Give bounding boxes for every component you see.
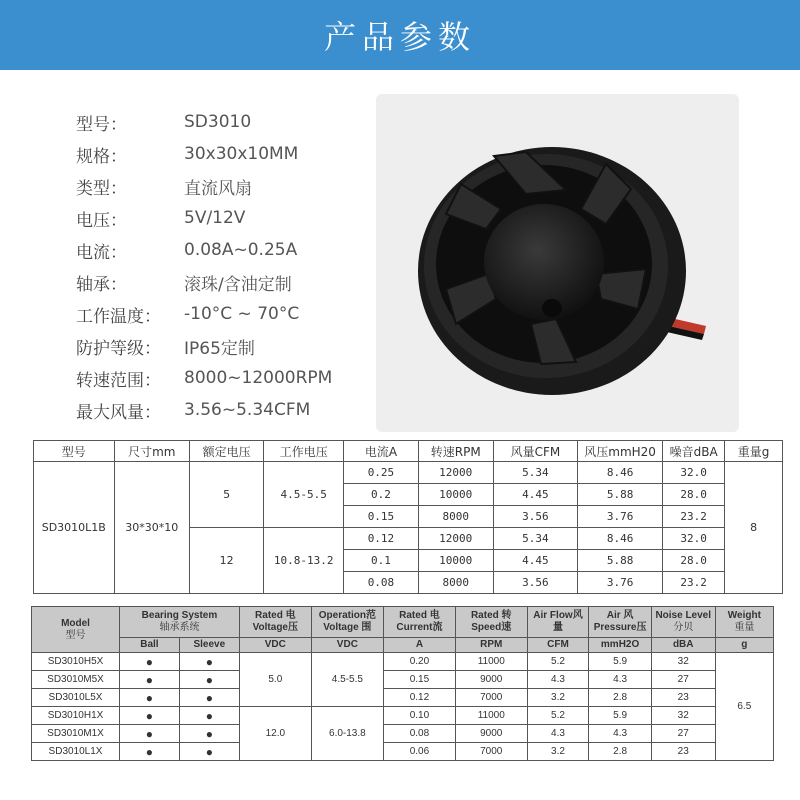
spec-label: 电流： — [76, 242, 127, 263]
table-cell: 9000 — [455, 725, 527, 743]
table-header-cell: 型号 — [34, 441, 115, 462]
spec-label: 类型： — [76, 178, 127, 199]
table-cell: 32 — [651, 707, 715, 725]
table-header-cell: 电流A — [344, 441, 419, 462]
spec-row — [76, 138, 376, 170]
unit-cfm: CFM — [527, 638, 589, 653]
table-cell: 5.9 — [589, 707, 651, 725]
table-cell: ● — [179, 653, 239, 671]
table-cell: 5.2 — [527, 707, 589, 725]
product-photo — [376, 94, 739, 432]
table-row — [32, 725, 774, 743]
col-ball: Ball — [120, 638, 180, 653]
table-cell: 7000 — [455, 689, 527, 707]
table-cell: 0.25 — [344, 462, 419, 484]
table-cell: 10000 — [418, 484, 493, 506]
spec-label: 电压： — [76, 210, 127, 231]
table-cell: 28.0 — [663, 550, 725, 572]
table-cell: 6.5 — [715, 653, 773, 761]
table-cell: 23 — [651, 743, 715, 761]
col-air-pressure: Air 风 Pressure压 — [589, 607, 651, 638]
table-header-cell: 额定电压 — [189, 441, 263, 462]
spec-label: 规格： — [76, 146, 127, 167]
table-cell: 12000 — [418, 528, 493, 550]
table-row — [32, 671, 774, 689]
table-cell: ● — [179, 725, 239, 743]
spec-value: -10°C ~ 70°C — [184, 304, 300, 324]
table-cell: 5.0 — [239, 653, 311, 707]
table-cell: 4.3 — [589, 671, 651, 689]
spec-row — [76, 266, 376, 298]
table-cell: ● — [179, 671, 239, 689]
table-cell: 28.0 — [663, 484, 725, 506]
table-cell: 8.46 — [578, 528, 663, 550]
spec-row — [76, 170, 376, 202]
col-noise: Noise Level 分贝 — [651, 607, 715, 638]
unit-rpm: RPM — [455, 638, 527, 653]
table-header-cell: 风压mmH20 — [578, 441, 663, 462]
table-cell: ● — [120, 743, 180, 761]
table-cell: 27 — [651, 671, 715, 689]
col-model: Model 型号 — [32, 607, 120, 653]
table-header-cell: 转速RPM — [418, 441, 493, 462]
table-cell: ● — [120, 671, 180, 689]
spec-row — [76, 234, 376, 266]
table-cell: ● — [179, 707, 239, 725]
table-header-cell: 风量CFM — [493, 441, 577, 462]
spec-label: 防护等级： — [76, 338, 161, 359]
unit-g: g — [715, 638, 773, 653]
table-cell: 10.8-13.2 — [264, 528, 344, 594]
col-rated-voltage: Rated 电 Voltage压 — [239, 607, 311, 638]
table-cell: 32 — [651, 653, 715, 671]
col-sleeve: Sleeve — [179, 638, 239, 653]
table-cell: 6.0-13.8 — [311, 707, 383, 761]
table-cell: 0.1 — [344, 550, 419, 572]
table-cell: 4.3 — [589, 725, 651, 743]
spec-row — [76, 202, 376, 234]
spec-label: 轴承： — [76, 274, 127, 295]
table-cell: 0.2 — [344, 484, 419, 506]
table-header-cell: 重量g — [725, 441, 783, 462]
table-row — [32, 689, 774, 707]
table-cell: 4.3 — [527, 671, 589, 689]
spec-value: 0.08A~0.25A — [184, 240, 298, 260]
table-header-cell: 工作电压 — [264, 441, 344, 462]
table-cell: 32.0 — [663, 528, 725, 550]
table-cell: 4.5-5.5 — [264, 462, 344, 528]
table-cell: 4.45 — [493, 484, 577, 506]
table-cell: 5.9 — [589, 653, 651, 671]
table-cell: 0.20 — [383, 653, 455, 671]
unit-a: A — [383, 638, 455, 653]
table-cell: 0.15 — [383, 671, 455, 689]
spec-value: 3.56~5.34CFM — [184, 400, 311, 420]
page-title: 产品参数 — [323, 18, 476, 56]
spec-label: 最大风量： — [76, 402, 161, 423]
table-cell: 12000 — [418, 462, 493, 484]
table-cell: 4.5-5.5 — [311, 653, 383, 707]
table-cell: 7000 — [455, 743, 527, 761]
table-cell: 3.2 — [527, 743, 589, 761]
table-cell: ● — [120, 707, 180, 725]
col-operation-voltage: Operation范 Voltage 围 — [311, 607, 383, 638]
page-banner — [0, 0, 800, 70]
table-cell: 23 — [651, 689, 715, 707]
table-cell: 23.2 — [663, 572, 725, 594]
table-cell: 5 — [189, 462, 263, 528]
table-cell: 10000 — [418, 550, 493, 572]
spec-list — [76, 106, 376, 426]
table-cell: SD3010L5X — [32, 689, 120, 707]
spec-row — [76, 298, 376, 330]
table-cell: SD3010H1X — [32, 707, 120, 725]
table-cell: 2.8 — [589, 689, 651, 707]
table-cell: 0.12 — [344, 528, 419, 550]
table-cell: ● — [179, 689, 239, 707]
table-cell: 5.2 — [527, 653, 589, 671]
spec-label: 工作温度： — [76, 306, 161, 327]
table-cell: 12 — [189, 528, 263, 594]
table-cell: 23.2 — [663, 506, 725, 528]
unit-vdc: VDC — [311, 638, 383, 653]
spec-value: 5V/12V — [184, 208, 246, 228]
table-cell: 27 — [651, 725, 715, 743]
table-cell: 8000 — [418, 506, 493, 528]
table-cell: SD3010M1X — [32, 725, 120, 743]
table-cell: 8000 — [418, 572, 493, 594]
unit-mmh2o: mmH2O — [589, 638, 651, 653]
spec-value: 8000~12000RPM — [184, 368, 333, 388]
spec-value: 30x30x10MM — [184, 144, 299, 164]
table-row — [34, 462, 783, 484]
col-rated-speed: Rated 转 Speed速 — [455, 607, 527, 638]
table-row — [32, 707, 774, 725]
fan-image-icon — [376, 94, 739, 432]
table-cell: 8 — [725, 462, 783, 594]
spec-label: 型号： — [76, 114, 127, 135]
table-cell: 32.0 — [663, 462, 725, 484]
spec-row — [76, 330, 376, 362]
table-cell: 9000 — [455, 671, 527, 689]
spec-label: 转速范围： — [76, 370, 161, 391]
spec-value: SD3010 — [184, 112, 252, 132]
spec-value: 直流风扇 — [184, 178, 252, 199]
table-cell: 0.10 — [383, 707, 455, 725]
table-cell: ● — [120, 653, 180, 671]
table-cell: 0.08 — [344, 572, 419, 594]
table-cell: 3.76 — [578, 572, 663, 594]
table-cell: SD3010M5X — [32, 671, 120, 689]
spec-value: IP65定制 — [184, 338, 255, 359]
table-cell: 0.08 — [383, 725, 455, 743]
table-cell: ● — [120, 725, 180, 743]
unit-dba: dBA — [651, 638, 715, 653]
table-cell: 3.56 — [493, 572, 577, 594]
spec-row — [76, 362, 376, 394]
table-cell: SD3010L1X — [32, 743, 120, 761]
table-cell: 3.2 — [527, 689, 589, 707]
table-cell: 5.88 — [578, 550, 663, 572]
spec-table-en — [31, 606, 774, 761]
table-row — [32, 653, 774, 671]
table-cell: 8.46 — [578, 462, 663, 484]
table-cell: 0.06 — [383, 743, 455, 761]
spec-row — [76, 106, 376, 138]
col-air-flow: Air Flow风 量 — [527, 607, 589, 638]
table-header-cell: 噪音dBA — [663, 441, 725, 462]
table-cell: 2.8 — [589, 743, 651, 761]
table-cell: 5.34 — [493, 528, 577, 550]
col-weight: Weight 重量 — [715, 607, 773, 638]
table-cell: 4.45 — [493, 550, 577, 572]
table-cell: 30*30*10 — [114, 462, 189, 594]
spec-table-cn — [33, 440, 783, 594]
table-cell: SD3010L1B — [34, 462, 115, 594]
spec-value: 滚珠/含油定制 — [184, 274, 292, 295]
table-row — [32, 743, 774, 761]
table-cell: 3.76 — [578, 506, 663, 528]
col-bearing: Bearing System 轴承系统 — [120, 607, 240, 638]
table-cell: ● — [120, 689, 180, 707]
table-cell: ● — [179, 743, 239, 761]
table-cell: 3.56 — [493, 506, 577, 528]
table-cell: 11000 — [455, 653, 527, 671]
table-cell: 11000 — [455, 707, 527, 725]
table-cell: 0.12 — [383, 689, 455, 707]
col-rated-current: Rated 电 Current流 — [383, 607, 455, 638]
table-header-cell: 尺寸mm — [114, 441, 189, 462]
table-cell: 5.34 — [493, 462, 577, 484]
unit-vdc: VDC — [239, 638, 311, 653]
table-cell: 0.15 — [344, 506, 419, 528]
spec-row — [76, 394, 376, 426]
table-cell: 12.0 — [239, 707, 311, 761]
table-cell: 4.3 — [527, 725, 589, 743]
table-cell: SD3010H5X — [32, 653, 120, 671]
table-cell: 5.88 — [578, 484, 663, 506]
